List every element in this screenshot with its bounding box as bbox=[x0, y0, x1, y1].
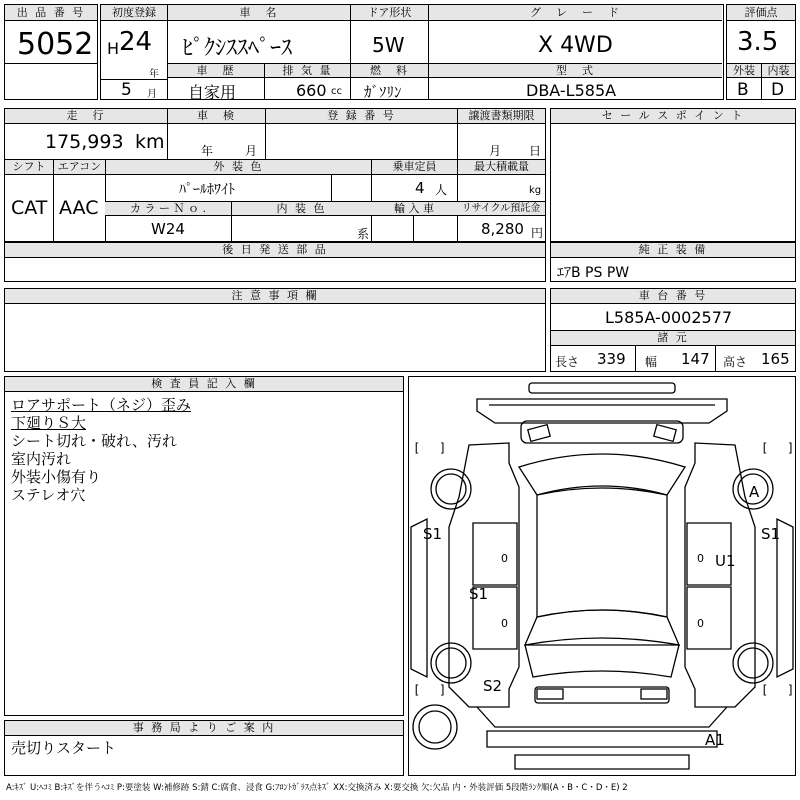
shift-label: シフト bbox=[5, 160, 53, 175]
genuine-equipment: ｴｱB PS PW bbox=[557, 265, 630, 281]
notes-label: 注 意 事 項 欄 bbox=[5, 289, 545, 304]
color-no-label: カ ラ ー Ｎ ｏ . bbox=[105, 202, 231, 216]
import-label: 輸 入 車 bbox=[371, 202, 457, 216]
door-type: 5W bbox=[372, 33, 405, 57]
length-label: 長さ bbox=[555, 355, 580, 369]
notes-box bbox=[4, 288, 546, 372]
specs-label: 諸 元 bbox=[551, 331, 795, 346]
reg-month: 5 bbox=[121, 80, 132, 100]
remark-line: ステレオ穴 bbox=[11, 486, 86, 504]
parts-box bbox=[4, 242, 546, 282]
legend: A:ｷｽﾞ U:ﾍｺﾐ B:ｷｽﾞを伴うﾍｺﾐ P:要塗装 W:補修跡 S:錆 C:腐食、浸食 G:ﾌﾛﾝﾄｶﾞﾗｽ点ｷｽﾞ XX:交換済み X:要交換 欠:欠品 内・外装評価 5段階ﾗﾝｸ順(A・B・C・D・E) 2 bbox=[6, 783, 628, 793]
width-label: 幅 bbox=[645, 355, 658, 369]
recycle: 8,280 bbox=[481, 220, 524, 238]
fuel: ｶﾞｿﾘﾝ bbox=[364, 83, 402, 101]
fuel-label: 燃 料 bbox=[350, 64, 428, 78]
score-label: 評価点 bbox=[727, 5, 795, 21]
first-registration-box bbox=[100, 4, 168, 100]
ac: AAC bbox=[59, 197, 99, 219]
car-outline-diagram bbox=[409, 377, 795, 775]
sales-label: セ ー ル ス ポ イ ン ト bbox=[551, 109, 795, 124]
chassis-number: L585A-0002577 bbox=[605, 308, 733, 327]
remark-line: 外装小傷有り bbox=[11, 468, 102, 486]
transfer-label: 譲渡書類期限 bbox=[457, 109, 545, 124]
score: 3.5 bbox=[737, 27, 779, 57]
height: 165 bbox=[761, 350, 790, 368]
insp-year-unit: 年 bbox=[201, 144, 214, 158]
door-label: ドア形状 bbox=[350, 5, 428, 21]
remark-line: ロアサポート（ネジ）歪み bbox=[11, 396, 192, 414]
bracket-mark: ] bbox=[439, 441, 447, 455]
lot-box bbox=[4, 4, 98, 100]
color-no: W24 bbox=[151, 220, 185, 238]
zero-mark: 0 bbox=[501, 617, 508, 630]
lot-label: 出 品 番 号 bbox=[5, 5, 97, 21]
zero-mark: 0 bbox=[697, 552, 704, 565]
reg-no-label: 登 録 番 号 bbox=[265, 109, 457, 124]
sales-point-box bbox=[550, 108, 796, 242]
displacement-unit: cc bbox=[331, 86, 342, 97]
bracket-mark: ] bbox=[787, 441, 795, 455]
insp-month-unit: 月 bbox=[245, 144, 258, 158]
month-unit: 月 bbox=[147, 89, 157, 100]
length: 339 bbox=[597, 350, 626, 368]
grade: X 4WD bbox=[538, 33, 613, 58]
office-label: 事 務 局 よ り ご 案 内 bbox=[5, 721, 403, 736]
score-box bbox=[726, 4, 796, 100]
car-name-label: 車 名 bbox=[168, 5, 350, 21]
bracket-mark: [ bbox=[413, 441, 421, 455]
damage-mark-s1-center: S1 bbox=[469, 585, 489, 603]
width: 147 bbox=[681, 350, 710, 368]
damage-mark-u1: U1 bbox=[715, 552, 736, 570]
exterior-label: 外装 bbox=[727, 64, 761, 78]
interior-grade: D bbox=[771, 80, 785, 100]
remark-line: 下廻りＳ大 bbox=[11, 414, 87, 432]
chassis-label: 車 台 番 号 bbox=[551, 289, 795, 304]
damage-mark-s1-right: S1 bbox=[761, 525, 781, 543]
office-text: 売切りスタート bbox=[11, 739, 117, 757]
recycle-unit: 円 bbox=[531, 226, 544, 240]
remark-line: 室内汚れ bbox=[11, 450, 72, 468]
displacement: 660 bbox=[296, 81, 327, 100]
bracket-mark: [ bbox=[413, 683, 421, 697]
history: 自家用 bbox=[188, 83, 237, 102]
car-name: ﾋﾟｸｼｽｽﾍﾟｰｽ bbox=[182, 36, 293, 61]
damage-diagram bbox=[408, 376, 796, 776]
lot-number: 5052 bbox=[17, 27, 94, 62]
genuine-box bbox=[550, 242, 796, 282]
genuine-label: 純 正 装 備 bbox=[551, 243, 795, 258]
reg-year: 24 bbox=[119, 27, 153, 57]
mileage-unit: km bbox=[135, 131, 165, 153]
bracket-mark: ] bbox=[787, 683, 795, 697]
damage-mark-s1-left: S1 bbox=[423, 525, 443, 543]
interior-label: 内装 bbox=[761, 64, 795, 78]
displacement-label: 排 気 量 bbox=[264, 64, 350, 78]
int-color-label: 内 装 色 bbox=[231, 202, 371, 216]
remark-line: シート切れ・破れ、汚れ bbox=[11, 432, 177, 450]
shift: CAT bbox=[11, 197, 48, 219]
height-label: 高さ bbox=[723, 355, 748, 369]
bracket-mark: [ bbox=[761, 441, 769, 455]
model-label: 型 式 bbox=[428, 64, 722, 78]
era: H bbox=[107, 39, 120, 58]
grade-label: グ レ ー ド bbox=[428, 5, 722, 21]
mileage-label: 走 行 bbox=[5, 109, 167, 124]
recycle-label: リサイクル預託金 bbox=[457, 202, 545, 216]
model: DBA-L585A bbox=[526, 81, 617, 100]
ext-color: ﾊﾟｰﾙﾎﾜｲﾄ bbox=[179, 182, 235, 198]
history-label: 車 歴 bbox=[168, 64, 264, 78]
transfer-day: 日 bbox=[529, 144, 542, 158]
zero-mark: 0 bbox=[501, 552, 508, 565]
damage-mark-s2: S2 bbox=[483, 677, 503, 695]
first-reg-label: 初度登録 bbox=[101, 5, 167, 21]
exterior-grade: B bbox=[737, 80, 749, 100]
chassis-box bbox=[550, 288, 796, 372]
ac-label: エアコン bbox=[53, 160, 105, 175]
bracket-mark: ] bbox=[439, 683, 447, 697]
int-color-unit: 系 bbox=[357, 227, 370, 241]
capacity-unit: 人 bbox=[435, 183, 448, 197]
damage-mark-a1: A1 bbox=[705, 731, 725, 749]
transfer-month: 月 bbox=[489, 144, 502, 158]
damage-mark-a: A bbox=[749, 483, 760, 501]
inspector-label: 検 査 員 記 入 欄 bbox=[5, 377, 403, 392]
office-box bbox=[4, 720, 404, 776]
year-unit: 年 bbox=[149, 69, 159, 80]
mileage: 175,993 bbox=[45, 131, 124, 153]
inspector-box bbox=[4, 376, 404, 716]
zero-mark: 0 bbox=[697, 617, 704, 630]
max-load-unit: kg bbox=[529, 185, 542, 196]
main-header-box bbox=[168, 4, 724, 100]
vehicle-info-box bbox=[4, 108, 546, 242]
max-load-label: 最大積載量 bbox=[457, 160, 545, 175]
ext-color-label: 外 装 色 bbox=[105, 160, 371, 175]
inspection-label: 車 検 bbox=[167, 109, 265, 124]
parts-label: 後 日 発 送 部 品 bbox=[5, 243, 545, 258]
bracket-mark: [ bbox=[761, 683, 769, 697]
capacity: 4 bbox=[415, 179, 425, 197]
capacity-label: 乗車定員 bbox=[371, 160, 457, 175]
